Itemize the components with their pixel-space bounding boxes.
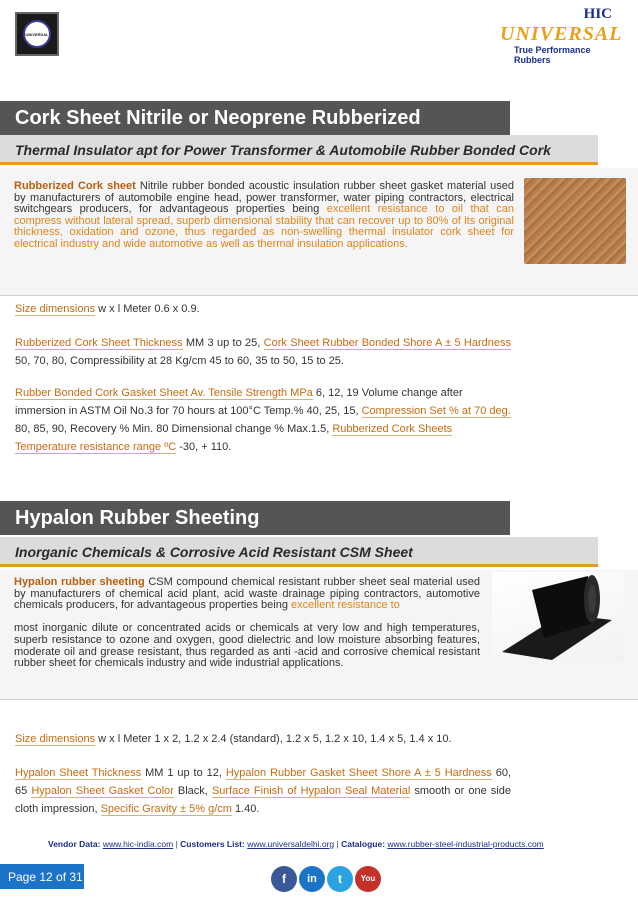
cork-sheet-photo: [524, 178, 626, 264]
intro-keyword: Rubberized Cork sheet: [14, 180, 136, 192]
link-compression-set[interactable]: Compression Set % at 70 deg.: [361, 405, 511, 417]
temperature-text: -30, + 110.: [176, 441, 232, 453]
section-title-cork: Cork Sheet Nitrile or Neoprene Rubberized: [0, 101, 510, 135]
size-text-hypalon: w x l Meter 1 x 2, 1.2 x 2.4 (standard), 1.2 x 5, 1.2 x 10, 1.4 x 5, 1.4 x 10.: [95, 733, 452, 745]
link-customers-url[interactable]: www.universaldelhi.org: [247, 839, 335, 849]
logo-ring: [23, 20, 51, 48]
intro-body-cont-hypalon: most inorganic dilute or concentrated acids or chemicals at very low and high temperatures, superb resistance to ozone and oxygen, good dielectric and low moisture absorbing features, moderate oil and grease resistant, thus regarded as anti -acid and corrosive chemical resistant rubber sheet for chemicals industry and wide industrial applications.: [14, 622, 480, 670]
hypalon-color-text: Black,: [173, 785, 212, 797]
link-hypalon-surface[interactable]: Surface Finish of Hypalon Seal Material: [211, 785, 411, 797]
logo-brand-text: UNIVERSAL: [500, 23, 623, 45]
footer-catalogue-label: Catalogue: [341, 839, 383, 849]
footer-colon: :: [97, 839, 103, 849]
paragraph-tensile-cork: [15, 384, 511, 456]
size-text: w x l Meter 0.6 x 0.9.: [95, 303, 200, 315]
hypalon-thickness-text: MM 1 up to 12,: [141, 767, 226, 779]
link-size-dimensions-hypalon[interactable]: Size dimensions: [15, 733, 96, 745]
link-cork-hardness[interactable]: Cork Sheet Rubber Bonded Shore A ± 5 Hardness: [263, 337, 511, 349]
link-catalogue-url[interactable]: www.rubber-steel-industrial-products.com: [387, 839, 544, 849]
hypalon-roll-photo: [492, 572, 624, 662]
universal-seal-logo: [15, 12, 59, 56]
link-cork-temperature[interactable]: Rubberized Cork Sheets Temperature resistance range ºC: [15, 423, 453, 453]
paragraph-size-hypalon: [15, 730, 511, 748]
hic-universal-logo: [498, 6, 626, 65]
hypalon-gravity-text: 1.40.: [231, 803, 260, 815]
hypalon-hardness-text: 60, 65: [15, 767, 511, 797]
intro-text-cork: [14, 181, 514, 251]
intro-body-hypalon: CSM compound chemical resistant rubber sheet seal material used by manufacturers of chemical acid plant, acid waste drainage piping contractors, automotive chemicals producers, for advantageous properties being: [14, 576, 481, 612]
section-intro-box-cork: [0, 168, 638, 296]
section-title-hypalon: Hypalon Rubber Sheeting: [0, 501, 510, 535]
section-intro-box-hypalon: [0, 570, 638, 700]
tensile-text: 6, 12, 19 Volume change after immersion in ASTM Oil No.3 for 70 hours at 100°C Temp.% 40, 25, 15,: [15, 387, 463, 417]
link-hypalon-color[interactable]: Hypalon Sheet Gasket Color: [31, 785, 174, 797]
youtube-icon[interactable]: You: [355, 866, 381, 892]
logo-left-text: UNIVERSAL: [25, 32, 49, 37]
footer-links: [48, 839, 544, 849]
facebook-icon[interactable]: f: [271, 866, 297, 892]
section-subtitle-cork: Thermal Insulator apt for Power Transformer & Automobile Rubber Bonded Cork: [0, 135, 598, 165]
intro-highlight-hypalon: excellent resistance to: [291, 599, 400, 612]
footer-colon: :: [382, 839, 388, 849]
link-cork-tensile[interactable]: Rubber Bonded Cork Gasket Sheet Av. Tensile Strength MPa: [15, 387, 313, 399]
footer-colon: :: [242, 839, 248, 849]
intro-highlight: excellent resistance to oil: [326, 203, 463, 216]
intro-text-hypalon: [14, 577, 480, 670]
hypalon-surface-text: smooth or one side cloth impression,: [15, 785, 511, 815]
footer-customers-label: Customers List: [180, 839, 243, 849]
paragraph-specs-hypalon: [15, 764, 511, 818]
paragraph-size-cork: [15, 300, 511, 318]
intro-body-cont: that can compress without lateral spread, superb dimensional stability that can recover up to 80% of its original thickness, oxidation and ozone, thus regarded as non-swelling thermal insulator cork sheet for electrical industry and wide automotive as well as thermal insulation applications.: [14, 203, 515, 250]
link-hypalon-gravity[interactable]: Specific Gravity ± 5% g/cm: [100, 803, 232, 815]
hardness-text: 50, 70, 80, Compressibility at 28 Kg/cm 45 to 60, 35 to 50, 15 to 25.: [15, 355, 344, 367]
link-hypalon-thickness[interactable]: Hypalon Sheet Thickness: [15, 767, 142, 779]
footer-sep: |: [173, 839, 181, 849]
intro-body: Nitrile rubber bonded acoustic insulation rubber sheet gasket material used by manufacturers of automobile engine head, power transformer, water piping contractors, electrical switchgears producers, for advantageous properties being: [14, 180, 514, 216]
page-number-badge: Page 12 of 31: [0, 864, 84, 889]
twitter-icon[interactable]: t: [327, 866, 353, 892]
footer-vendor-label: Vendor Data: [48, 839, 98, 849]
thickness-text: MM 3 up to 25,: [182, 337, 264, 349]
linkedin-icon[interactable]: in: [299, 866, 325, 892]
logo-hic-text: HIC: [583, 6, 612, 22]
compression-text: 80, 85, 90, Recovery % Min. 80 Dimensional change % Max.1.5,: [15, 423, 333, 435]
link-hypalon-hardness[interactable]: Hypalon Rubber Gasket Sheet Shore A ± 5 Hardness: [225, 767, 492, 779]
section-subtitle-hypalon: Inorganic Chemicals & Corrosive Acid Resistant CSM Sheet: [0, 537, 598, 567]
link-vendor-url[interactable]: www.hic-india.com: [102, 839, 174, 849]
intro-keyword-hypalon: Hypalon rubber sheeting: [14, 576, 145, 588]
logo-tagline: True Performance Rubbers: [514, 45, 591, 65]
paragraph-thickness-cork: [15, 334, 511, 370]
link-cork-thickness[interactable]: Rubberized Cork Sheet Thickness: [15, 337, 183, 349]
footer-sep: |: [334, 839, 342, 849]
link-size-dimensions[interactable]: Size dimensions: [15, 303, 96, 315]
